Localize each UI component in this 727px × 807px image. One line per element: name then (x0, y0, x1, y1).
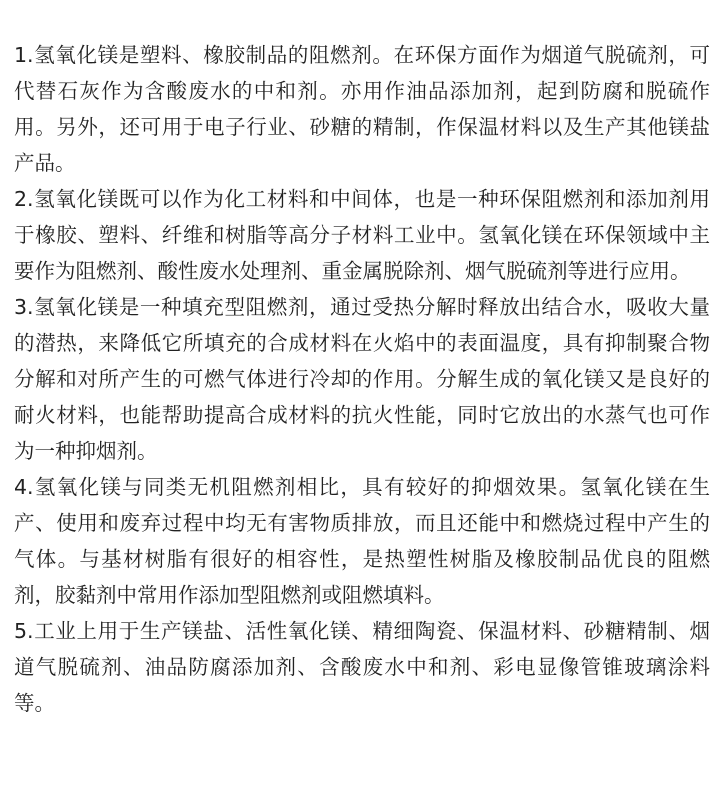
paragraph-2: 2.氢氧化镁既可以作为化工材料和中间体，也是一种环保阻燃剂和添加剂用于橡胶、塑料、纤维和树脂等高分子材料工业中。氢氧化镁在环保领域中主要作为阻燃剂、酸性废水处理剂、重金属脱除剂、烟气脱硫剂等进行应用。 (14, 187, 710, 283)
document-body (14, 37, 710, 721)
paragraph-1: 1.氢氧化镁是塑料、橡胶制品的阻燃剂。在环保方面作为烟道气脱硫剂，可代替石灰作为含酸废水的中和剂。亦用作油品添加剂，起到防腐和脱硫作用。另外，还可用于电子行业、砂糖的精制，作保温材料以及生产其他镁盐产品。 (14, 43, 710, 175)
paragraph-4: 4.氢氧化镁与同类无机阻燃剂相比，具有较好的抑烟效果。氢氧化镁在生产、使用和废弃过程中均无有害物质排放，而且还能中和燃烧过程中产生的气体。与基材树脂有很好的相容性，是热塑性树脂及橡胶制品优良的阻燃剂，胶黏剂中常用作添加型阻燃剂或阻燃填料。 (14, 475, 710, 607)
paragraph-3: 3.氢氧化镁是一种填充型阻燃剂，通过受热分解时释放出结合水，吸收大量的潜热，来降低它所填充的合成材料在火焰中的表面温度，具有抑制聚合物分解和对所产生的可燃气体进行冷却的作用。分解生成的氧化镁又是良好的耐火材料，也能帮助提高合成材料的抗火性能，同时它放出的水蒸气也可作为一种抑烟剂。 (14, 295, 710, 463)
paragraph-5: 5.工业上用于生产镁盐、活性氧化镁、精细陶瓷、保温材料、砂糖精制、烟道气脱硫剂、油品防腐添加剂、含酸废水中和剂、彩电显像管锥玻璃涂料等。 (14, 619, 710, 715)
